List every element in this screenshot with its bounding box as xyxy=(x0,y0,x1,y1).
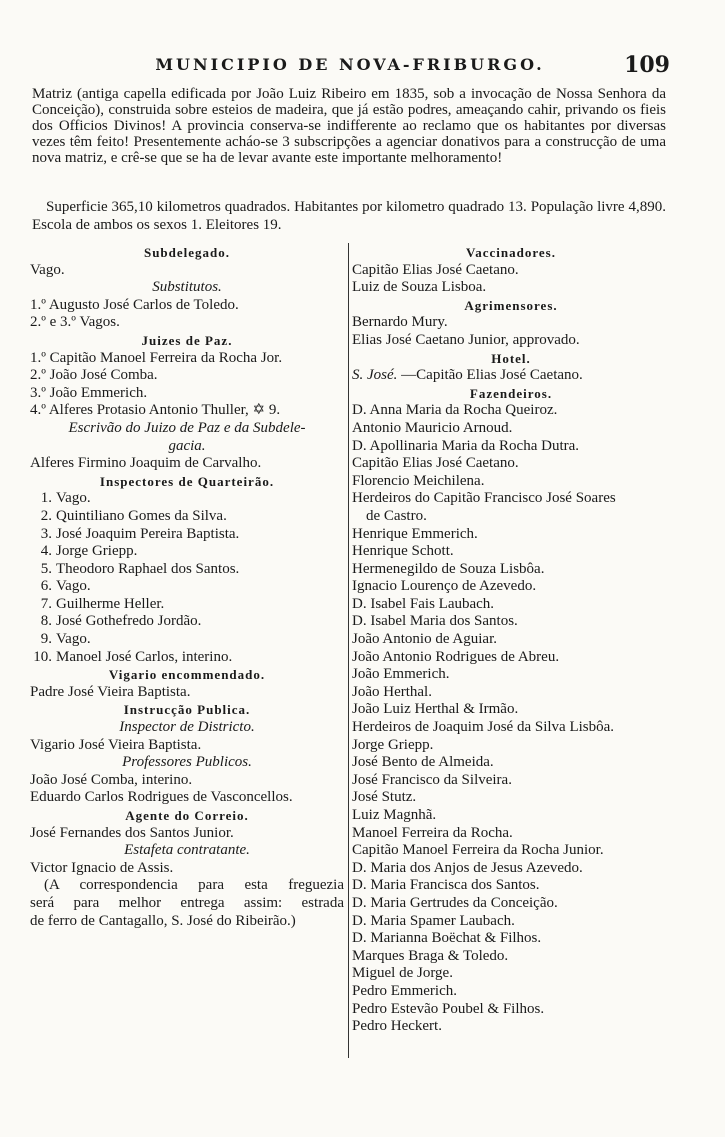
list-item: 5. Theodoro Raphael dos Santos. xyxy=(40,560,240,577)
list-item: Ignacio Lourenço de Azevedo. xyxy=(352,578,537,595)
section-heading: Subdelegado. xyxy=(143,245,231,260)
list-item: Antonio Mauricio Arnoud. xyxy=(352,419,513,436)
list-item: Herdeiros do Capitão Francisco José Soares xyxy=(352,490,616,507)
list-item: D. Maria Francisca dos Santos. xyxy=(352,877,540,894)
section-heading-cont: gacia. xyxy=(168,437,206,454)
page-header xyxy=(30,50,670,80)
page-number: 109 xyxy=(624,52,670,78)
section-heading: Substitutos. xyxy=(152,279,222,296)
section-heading: Hotel. xyxy=(491,350,531,366)
list-item: João Emmerich. xyxy=(352,666,450,683)
section-heading: Inspectores de Quarteirão. xyxy=(99,473,275,489)
list-item: Pedro Estevão Poubel & Filhos. xyxy=(352,1000,545,1017)
list-item: D. Isabel Fais Laubach. xyxy=(352,595,495,612)
list-item: Victor Ignacio de Assis. xyxy=(30,859,174,876)
list-item: 4. Jorge Griepp. xyxy=(40,543,138,560)
list-item: Luiz Magnhã. xyxy=(352,807,437,823)
list-item: Vago. xyxy=(30,261,65,278)
list-item: 8. José Gothefredo Jordão. xyxy=(40,613,202,630)
section-heading: Professores Publicos. xyxy=(122,754,252,771)
list-item: José Francisco da Silveira. xyxy=(352,771,512,788)
list-item: D. Maria dos Anjos de Jesus Azevedo. xyxy=(352,859,583,876)
list-item: Pedro Emmerich. xyxy=(352,982,457,999)
list-item: Eduardo Carlos Rodrigues de Vasconcellos. xyxy=(30,789,293,806)
statistics-paragraph xyxy=(32,198,666,234)
list-item: Manoel Ferreira da Rocha. xyxy=(352,824,513,841)
list-item: José Stutz. xyxy=(352,789,417,806)
list-item: 6. Vago. xyxy=(40,578,91,595)
list-item: Capitão Elias José Caetano. xyxy=(352,455,519,472)
list-item: D. Marianna Boëchat & Filhos. xyxy=(352,930,542,947)
list-item: D. Maria Spamer Laubach. xyxy=(352,912,515,929)
list-item: D. Isabel Maria dos Santos. xyxy=(352,613,518,630)
list-item: Miguel de Jorge. xyxy=(352,965,453,982)
list-item: D. Anna Maria da Rocha Queiroz. xyxy=(352,402,558,419)
list-item: José Bento de Almeida. xyxy=(352,754,494,771)
list-item: Vigario José Vieira Baptista. xyxy=(30,736,202,753)
list-item: José Fernandes dos Santos Junior. xyxy=(30,824,234,841)
note-line: de ferro de Cantagallo, S. José do Ribeirão.) xyxy=(30,912,296,929)
list-item: Capitão Manoel Ferreira da Rocha Junior. xyxy=(352,842,604,859)
list-item: Henrique Emmerich. xyxy=(352,525,478,542)
note-line: será para melhor entrega assim: estrada xyxy=(30,894,344,911)
list-item: Hermenegildo de Souza Lisbôa. xyxy=(352,560,545,577)
list-item: Elias José Caetano Junior, approvado. xyxy=(352,331,580,348)
page-title: MUNICIPIO DE NOVA-FRIBURGO. xyxy=(155,55,545,74)
section-heading: Fazendeiros. xyxy=(469,385,553,401)
list-item: Marques Braga & Toledo. xyxy=(352,947,509,964)
note-line: (A correspondencia para esta freguezia xyxy=(44,877,344,894)
list-item: D. Maria Gertrudes da Conceição. xyxy=(352,894,558,911)
list-item: 2. Quintiliano Gomes da Silva. xyxy=(40,507,227,524)
fazendeiros-list xyxy=(352,402,670,1035)
stats-text: Superficie 365,10 kilometros quadrados. Habitantes por kilometro quadrado 13. População livre 4,890. Escola de ambos os sexos 1. Eleitores 19. xyxy=(32,199,666,233)
column-divider xyxy=(348,243,349,1058)
list-item: 9. Vago. xyxy=(40,631,91,648)
list-item: Florencio Meichilena. xyxy=(352,472,485,489)
section-heading: Inspector de Districto. xyxy=(119,719,255,736)
list-item: Alferes Firmino Joaquim de Carvalho. xyxy=(30,455,262,472)
list-item: João Antonio Rodrigues de Abreu. xyxy=(352,648,560,665)
list-item: 1. Vago. xyxy=(40,490,91,507)
list-item: João Herthal. xyxy=(352,683,432,700)
list-item: 4.º Alferes Protasio Antonio Thuller, ✡ 9. xyxy=(30,402,281,419)
intro-text: Matriz (antiga capella edificada por João Luiz Ribeiro em 1835, sob a invocação de Nossa Senhora da Conceição), construida sobre esteios de madeira, que já estão podres, ameaçando cahir, privando os fieis dos Officios Divinos! A provincia conserva-se indifferente ao reclamo que os habitantes por diversas vezes têm feito! Presentemente acháo-se 3 subscripções a agenciar donativos para a construcção de uma nova matriz, e crê-se que se ha de levar avante este importante melhoramento! xyxy=(32,86,666,166)
list-item: Henrique Schott. xyxy=(352,543,454,560)
section-heading: Instrucção Publica. xyxy=(123,702,251,718)
list-item: Luiz de Souza Lisboa. xyxy=(352,279,487,296)
list-item: 7. Guilherme Heller. xyxy=(40,595,165,612)
list-item: João Luiz Herthal & Irmão. xyxy=(352,701,519,718)
list-item: Jorge Griepp. xyxy=(352,736,434,753)
left-column xyxy=(30,244,344,930)
section-heading: Escrivão do Juizo de Paz e da Subdele- xyxy=(68,419,306,436)
list-item: 1.º Capitão Manoel Ferreira da Rocha Jor. xyxy=(30,349,283,366)
section-heading: Agrimensores. xyxy=(464,297,558,313)
section-heading: Estafeta contratante. xyxy=(124,842,250,859)
list-item: João Antonio de Aguiar. xyxy=(352,631,497,648)
list-item: Herdeiros de Joaquim José da Silva Lisbôa. xyxy=(352,719,615,736)
list-item: 2.º e 3.º Vagos. xyxy=(30,314,120,331)
list-item: Bernardo Mury. xyxy=(352,314,448,331)
list-item: 3. José Joaquim Pereira Baptista. xyxy=(40,525,240,542)
hotel-place: S. José. xyxy=(352,367,398,384)
list-item: João José Comba, interino. xyxy=(30,771,193,788)
list-item: 2.º João José Comba. xyxy=(30,367,158,384)
section-heading: Vaccinadores. xyxy=(466,245,556,260)
list-item: 3.º João Emmerich. xyxy=(30,384,148,401)
section-heading: Juizes de Paz. xyxy=(141,332,233,348)
list-item: Padre José Vieira Baptista. xyxy=(30,683,191,700)
list-item: S. José. —Capitão Elias José Caetano. xyxy=(352,367,583,384)
list-item: Capitão Elias José Caetano. xyxy=(352,261,519,278)
list-item: 10. Manoel José Carlos, interino. xyxy=(33,648,233,665)
list-item: de Castro. xyxy=(366,507,427,524)
section-heading: Agente do Correio. xyxy=(125,808,249,823)
section-heading: Vigario encommendado. xyxy=(108,667,266,683)
list-item: 1.º Augusto José Carlos de Toledo. xyxy=(30,296,239,313)
list-item: Pedro Heckert. xyxy=(352,1018,442,1035)
right-column xyxy=(352,244,670,1036)
intro-paragraph xyxy=(32,86,666,166)
list-item: D. Apollinaria Maria da Rocha Dutra. xyxy=(352,437,580,454)
